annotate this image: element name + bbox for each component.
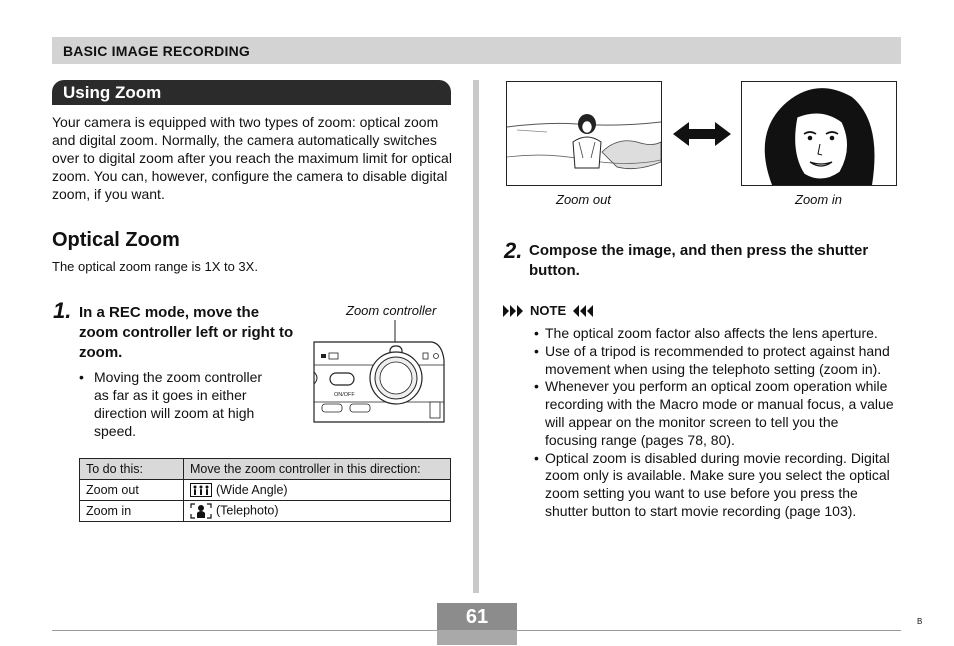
note-item: • Optical zoom is disabled during movie recording. Digital zoom only is available. Make sure you select the optical zoom setting you want to use before you press the shutter button to start movie recording (page 103). <box>534 450 894 521</box>
note-heading <box>503 303 593 318</box>
table-header-cell: To do this: <box>80 459 184 480</box>
note-item: • Use of a tripod is recommended to protect against hand movement when using the telephoto setting (zoom in). <box>534 343 894 379</box>
note-item: • Whenever you perform an optical zoom operation while recording with the Macro mode or manual focus, a value will appear on the monitor screen to tell you the focusing range (pages 78, 80). <box>534 378 894 449</box>
note-label: NOTE <box>530 303 567 318</box>
optical-range-text: The optical zoom range is 1X to 3X. <box>52 259 258 274</box>
intro-paragraph: Your camera is equipped with two types of zoom: optical zoom and digital zoom. Normally, the camera automatically switches over to digital zoom after you reach the maximum limit for optical zoom. You can, however, configure the camera to disable digital zoom, if you want. <box>52 114 452 202</box>
onoff-label: ON/OFF <box>334 392 355 398</box>
step-1-bullet-text: Moving the zoom controller as far as it goes in either direction will zoom at high speed. <box>94 369 263 439</box>
camera-top-illustration <box>312 320 452 425</box>
wide-angle-label: (Wide Angle) <box>216 482 288 497</box>
page-number: 61 <box>465 606 489 628</box>
note-left-arrows-icon <box>503 305 525 317</box>
step-1-number: 1. <box>53 298 72 323</box>
bullet-dot: • <box>79 369 84 385</box>
step-2-number: 2. <box>504 238 523 263</box>
note-item: • The optical zoom factor also affects the lens aperture. <box>534 325 894 343</box>
page-number-box <box>437 603 517 645</box>
step-1-instruction: In a REC mode, move the zoom controller left or right to zoom. <box>79 304 294 361</box>
table-cell-action: Zoom out <box>80 480 184 501</box>
zoom-in-caption: Zoom in <box>795 192 842 207</box>
column-divider <box>473 80 479 593</box>
zoom-controller-label: Zoom controller <box>346 303 437 318</box>
section-title: Using Zoom <box>63 83 162 102</box>
telephoto-label: (Telephoto) <box>216 503 279 518</box>
page-header-title: BASIC IMAGE RECORDING <box>63 43 250 59</box>
double-arrow-icon <box>673 121 731 147</box>
note-list <box>534 325 894 521</box>
step-2-instruction: Compose the image, and then press the shutter button. <box>529 242 869 279</box>
optical-zoom-heading: Optical Zoom <box>52 229 180 251</box>
zoom-in-scene <box>742 82 896 185</box>
table-row <box>80 480 451 501</box>
telephoto-icon <box>190 503 212 519</box>
table-header-row <box>80 459 451 480</box>
note-right-arrows-icon <box>571 305 593 317</box>
step-1-bullet <box>79 368 279 440</box>
table-cell-action: Zoom in <box>80 501 184 522</box>
table-header-cell: Move the zoom controller in this direction: <box>184 459 451 480</box>
zoom-out-scene <box>507 82 661 185</box>
zoom-out-caption: Zoom out <box>556 192 611 207</box>
zoom-out-photo <box>506 81 662 186</box>
zoom-in-photo <box>741 81 897 186</box>
table-row <box>80 501 451 522</box>
wide-angle-icon <box>190 483 212 497</box>
table-cell-direction <box>184 480 451 501</box>
table-cell-direction <box>184 501 451 522</box>
zoom-direction-table <box>79 458 451 522</box>
section-title-tab <box>52 80 451 105</box>
footer-mark: B <box>917 617 923 626</box>
header-bar <box>52 37 901 64</box>
